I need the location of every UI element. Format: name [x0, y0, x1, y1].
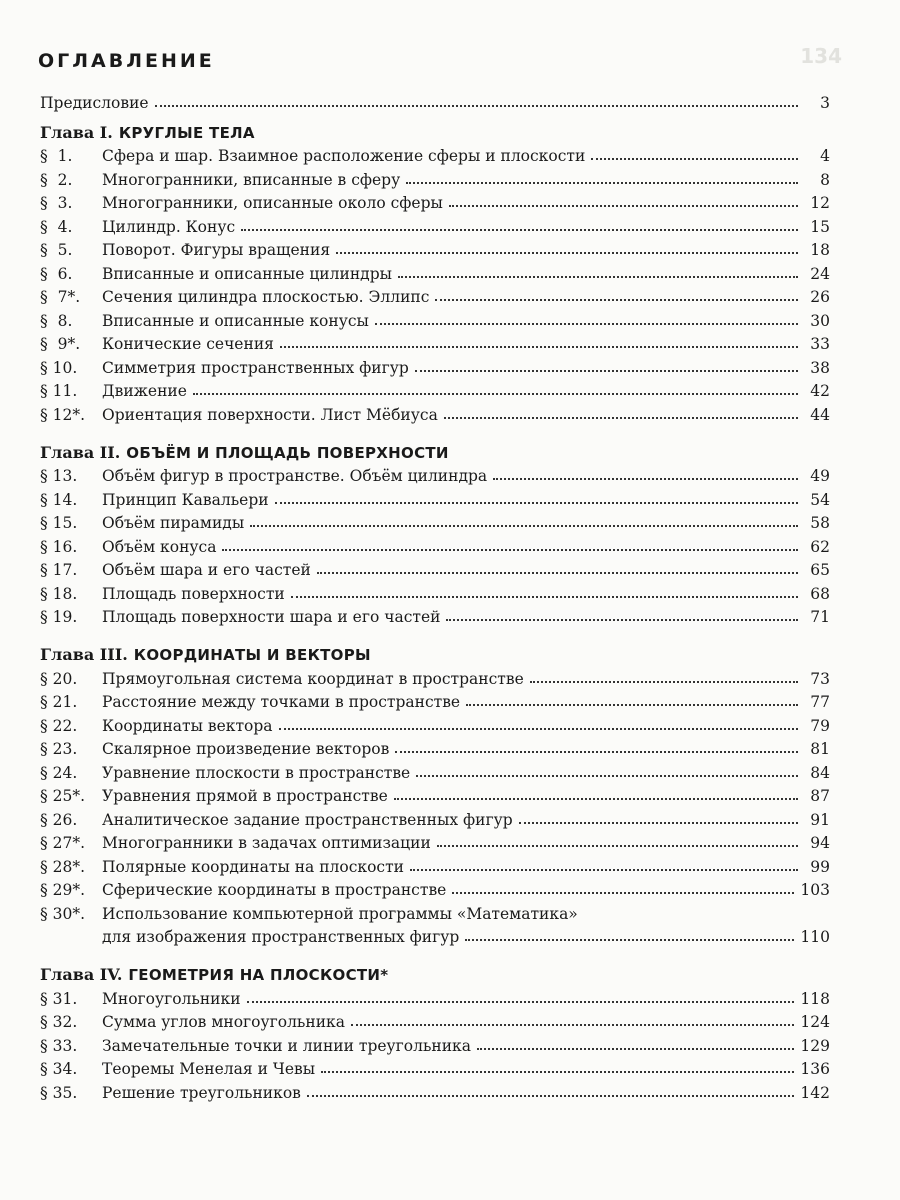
- dot-leader: [493, 478, 798, 480]
- dot-leader: [466, 704, 798, 706]
- section-number: § 24.: [40, 763, 78, 782]
- toc-entry-page: 26: [810, 288, 830, 306]
- section-number: § 35.: [40, 1083, 78, 1102]
- section-number: § 34.: [40, 1060, 78, 1078]
- toc-entry[interactable]: [40, 212, 830, 236]
- section-number: § 29*.: [40, 881, 86, 899]
- section-number: § 22.: [40, 716, 78, 735]
- dot-leader: [241, 229, 798, 231]
- toc-entry-continuation[interactable]: [40, 923, 830, 947]
- dot-leader: [247, 1001, 795, 1003]
- dot-leader: [321, 1071, 794, 1073]
- toc-entry-label: Объём конуса: [102, 537, 217, 556]
- chapter-number: Глава III.: [40, 645, 128, 664]
- dot-leader: [410, 869, 798, 871]
- dot-leader: [437, 845, 798, 847]
- toc-entry-page: 15: [810, 217, 830, 236]
- section-number: § 4.: [40, 217, 73, 236]
- toc-entry-page: 73: [810, 669, 830, 688]
- dot-leader: [279, 728, 798, 730]
- dot-leader: [155, 105, 798, 107]
- toc-entry-page: 62: [810, 537, 830, 556]
- toc-entry-label: Сферические координаты в пространстве: [102, 881, 447, 899]
- table-of-contents: [40, 88, 830, 1102]
- toc-entry-page: 38: [810, 358, 830, 377]
- toc-entry-label: Предисловие: [40, 93, 149, 112]
- section-number: § 30*.: [40, 904, 86, 923]
- toc-entry[interactable]: [40, 259, 830, 283]
- dot-leader: [307, 1095, 795, 1097]
- toc-entry[interactable]: [40, 664, 830, 688]
- toc-entry-label: Скалярное произведение векторов: [102, 740, 390, 758]
- chapter-number: Глава II.: [40, 442, 121, 462]
- toc-entry-preface[interactable]: [40, 88, 830, 112]
- toc-entry-page: 44: [810, 405, 830, 424]
- toc-entry-page: 42: [810, 382, 830, 400]
- dot-leader: [291, 596, 798, 598]
- dot-leader: [317, 572, 798, 574]
- dot-leader: [280, 346, 798, 348]
- toc-entry-label: Площадь поверхности шара и его частей: [102, 608, 441, 626]
- toc-entry-page: 124: [800, 1013, 830, 1031]
- toc-entry[interactable]: [40, 283, 830, 307]
- toc-entry[interactable]: [40, 688, 830, 712]
- toc-entry[interactable]: [40, 805, 830, 829]
- bleed-through-page-number: 134: [800, 44, 842, 68]
- section-number: § 20.: [40, 669, 78, 688]
- toc-entry-page: 79: [810, 716, 830, 735]
- toc-entry-label: Аналитическое задание пространственных фигур: [102, 810, 513, 829]
- toc-entry[interactable]: [40, 876, 830, 900]
- toc-entry[interactable]: [40, 165, 830, 189]
- toc-entry[interactable]: [40, 899, 830, 923]
- toc-entry-label: Сфера и шар. Взаимное расположение сферы и плоскости: [102, 147, 586, 165]
- toc-entry-label: Уравнения прямой в пространстве: [102, 787, 388, 805]
- chapter-heading[interactable]: [40, 960, 830, 984]
- section-number: § 16.: [40, 537, 78, 556]
- section-number: § 31.: [40, 989, 78, 1008]
- section-number: § 26.: [40, 810, 78, 829]
- toc-entry-page: 8: [820, 170, 830, 189]
- toc-entry-page: 136: [800, 1060, 830, 1078]
- section-number: § 33.: [40, 1036, 78, 1055]
- dot-leader: [336, 252, 798, 254]
- toc-entry-label: Вписанные и описанные цилиндры: [102, 264, 392, 283]
- toc-entry-page: 30: [810, 311, 830, 330]
- dot-leader: [406, 182, 798, 184]
- dot-leader: [477, 1048, 794, 1050]
- toc-entry-page: 142: [800, 1083, 830, 1102]
- dot-leader: [519, 822, 798, 824]
- toc-entry-label: Теоремы Менелая и Чевы: [102, 1060, 316, 1078]
- toc-entry-page: 91: [810, 810, 830, 829]
- dot-leader: [398, 276, 798, 278]
- toc-entry-page: 84: [810, 763, 830, 782]
- chapter-number: Глава IV.: [40, 965, 123, 984]
- toc-entry[interactable]: [40, 1055, 830, 1079]
- toc-entry-label: Сечения цилиндра плоскостью. Эллипс: [102, 288, 430, 306]
- toc-entry[interactable]: [40, 1078, 830, 1102]
- toc-entry-label: Координаты вектора: [102, 716, 273, 735]
- dot-leader: [415, 370, 798, 372]
- section-number: § 14.: [40, 490, 78, 509]
- section-number: § 3.: [40, 194, 73, 212]
- toc-entry[interactable]: [40, 711, 830, 735]
- dot-leader: [446, 619, 798, 621]
- toc-entry[interactable]: [40, 829, 830, 853]
- toc-entry-page: 77: [810, 693, 830, 711]
- toc-entry-label: Принцип Кавальери: [102, 490, 269, 509]
- toc-entry-label: Решение треугольников: [102, 1083, 301, 1102]
- toc-entry-label: Вписанные и описанные конусы: [102, 311, 369, 330]
- section-number: § 7*.: [40, 288, 81, 306]
- toc-entry[interactable]: [40, 236, 830, 260]
- toc-entry-page: 68: [810, 584, 830, 603]
- section-number: § 6.: [40, 264, 73, 283]
- dot-leader: [452, 892, 794, 894]
- toc-entry-label: Поворот. Фигуры вращения: [102, 241, 331, 259]
- section-number: § 11.: [40, 382, 78, 400]
- toc-entry[interactable]: [40, 400, 830, 424]
- section-number: § 21.: [40, 693, 78, 711]
- section-number: § 9*.: [40, 335, 81, 353]
- toc-entry-label: Объём шара и его частей: [102, 561, 311, 579]
- toc-entry-label: Многогранники в задачах оптимизации: [102, 834, 431, 852]
- toc-entry[interactable]: [40, 984, 830, 1008]
- chapter-heading[interactable]: [40, 640, 830, 664]
- toc-entry-label: Расстояние между точками в пространстве: [102, 693, 461, 711]
- toc-entry-page: 99: [810, 857, 830, 876]
- toc-entry-page: 58: [810, 514, 830, 532]
- chapter-heading[interactable]: [40, 118, 830, 142]
- toc-entry-label: Полярные координаты на плоскости: [102, 857, 405, 876]
- dot-leader: [395, 751, 798, 753]
- toc-entry-page: 71: [810, 608, 830, 626]
- dot-leader: [275, 502, 798, 504]
- toc-entry-label: Симметрия пространственных фигур: [102, 358, 409, 377]
- toc-entry-label-continued: для изображения пространственных фигур: [102, 928, 460, 946]
- dot-leader: [394, 798, 798, 800]
- toc-entry-label: Объём пирамиды: [102, 514, 245, 532]
- section-number: § 32.: [40, 1013, 78, 1031]
- dot-leader: [530, 681, 798, 683]
- toc-entry[interactable]: [40, 306, 830, 330]
- dot-leader: [250, 525, 798, 527]
- toc-entry[interactable]: [40, 485, 830, 509]
- toc-entry[interactable]: [40, 142, 830, 166]
- toc-entry-page: 103: [800, 881, 830, 899]
- toc-entry-page: 129: [800, 1036, 830, 1055]
- toc-entry-label: Площадь поверхности: [102, 584, 285, 603]
- toc-entry[interactable]: [40, 556, 830, 580]
- dot-leader: [375, 323, 798, 325]
- section-number: § 19.: [40, 608, 78, 626]
- toc-entry-page: 33: [810, 335, 830, 353]
- toc-entry[interactable]: [40, 377, 830, 401]
- toc-entry-page: 12: [810, 194, 830, 212]
- toc-entry[interactable]: [40, 462, 830, 486]
- section-number: § 10.: [40, 358, 78, 377]
- section-number: § 13.: [40, 467, 78, 485]
- toc-entry-label: Объём фигур в пространстве. Объём цилиндра: [102, 467, 488, 485]
- toc-entry-page: 18: [810, 241, 830, 259]
- toc-entry-label: Уравнение плоскости в пространстве: [102, 763, 411, 782]
- toc-entry-label: Замечательные точки и линии треугольника: [102, 1036, 471, 1055]
- toc-entry-page: 94: [810, 834, 830, 852]
- toc-entry-page: 54: [810, 490, 830, 509]
- section-number: § 2.: [40, 170, 73, 189]
- toc-entry[interactable]: [40, 603, 830, 627]
- section-number: § 27*.: [40, 834, 86, 852]
- section-number: § 1.: [40, 147, 73, 165]
- toc-entry-label: Многогранники, описанные около сферы: [102, 194, 443, 212]
- toc-entry[interactable]: [40, 1008, 830, 1032]
- toc-entry[interactable]: [40, 353, 830, 377]
- toc-entry-page: 110: [800, 928, 830, 946]
- toc-entry[interactable]: [40, 189, 830, 213]
- toc-entry-label: Использование компьютерной программы «Математика»: [102, 904, 578, 923]
- chapter-number: Глава I.: [40, 122, 113, 142]
- toc-entry-label: Сумма углов многоугольника: [102, 1013, 345, 1031]
- toc-entry[interactable]: [40, 330, 830, 354]
- page-title: ОГЛАВЛЕНИЕ: [38, 50, 215, 72]
- dot-leader: [449, 205, 798, 207]
- toc-entry[interactable]: [40, 1031, 830, 1055]
- section-number: § 25*.: [40, 787, 86, 805]
- toc-entry-label: Конические сечения: [102, 335, 274, 353]
- toc-entry-page: 4: [820, 147, 830, 165]
- toc-entry-label: Многогранники, вписанные в сферу: [102, 170, 401, 189]
- toc-entry-page: 87: [810, 787, 830, 805]
- dot-leader: [222, 549, 798, 551]
- dot-leader: [351, 1024, 794, 1026]
- toc-entry-page: 65: [810, 561, 830, 579]
- toc-entry-page: 3: [820, 93, 830, 112]
- toc-entry-page: 24: [810, 264, 830, 283]
- section-number: § 12*.: [40, 405, 86, 424]
- toc-entry[interactable]: [40, 782, 830, 806]
- chapter-title: КООРДИНАТЫ И ВЕКТОРЫ: [133, 646, 371, 664]
- section-number: § 28*.: [40, 857, 86, 876]
- section-number: § 17.: [40, 561, 78, 579]
- section-number: § 8.: [40, 311, 73, 330]
- toc-entry[interactable]: [40, 509, 830, 533]
- section-number: § 5.: [40, 241, 73, 259]
- dot-leader: [444, 417, 798, 419]
- toc-entry-label: Ориентация поверхности. Лист Мёбиуса: [102, 405, 438, 424]
- section-number: § 23.: [40, 740, 78, 758]
- chapter-title: КРУГЛЫЕ ТЕЛА: [118, 123, 255, 142]
- section-number: § 15.: [40, 514, 78, 532]
- toc-entry[interactable]: [40, 758, 830, 782]
- toc-entry-label: Прямоугольная система координат в пространстве: [102, 669, 524, 688]
- toc-entry[interactable]: [40, 579, 830, 603]
- toc-entry-page: 49: [810, 467, 830, 485]
- chapter-title: ГЕОМЕТРИЯ НА ПЛОСКОСТИ*: [128, 966, 389, 984]
- chapter-list: [40, 118, 830, 1102]
- chapter-heading[interactable]: [40, 438, 830, 462]
- dot-leader: [193, 393, 798, 395]
- dot-leader: [416, 775, 798, 777]
- section-number: § 18.: [40, 584, 78, 603]
- toc-entry[interactable]: [40, 532, 830, 556]
- toc-entry-label: Цилиндр. Конус: [102, 217, 236, 236]
- dot-leader: [465, 939, 794, 941]
- toc-entry-page: 81: [810, 740, 830, 758]
- chapter-title: ОБЪЁМ И ПЛОЩАДЬ ПОВЕРХНОСТИ: [126, 443, 449, 462]
- toc-entry-label: Многоугольники: [102, 989, 241, 1008]
- toc-entry[interactable]: [40, 735, 830, 759]
- dot-leader: [435, 299, 798, 301]
- toc-entry[interactable]: [40, 852, 830, 876]
- toc-entry-label: Движение: [102, 382, 187, 400]
- toc-entry-page: 118: [800, 989, 830, 1008]
- dot-leader: [591, 158, 798, 160]
